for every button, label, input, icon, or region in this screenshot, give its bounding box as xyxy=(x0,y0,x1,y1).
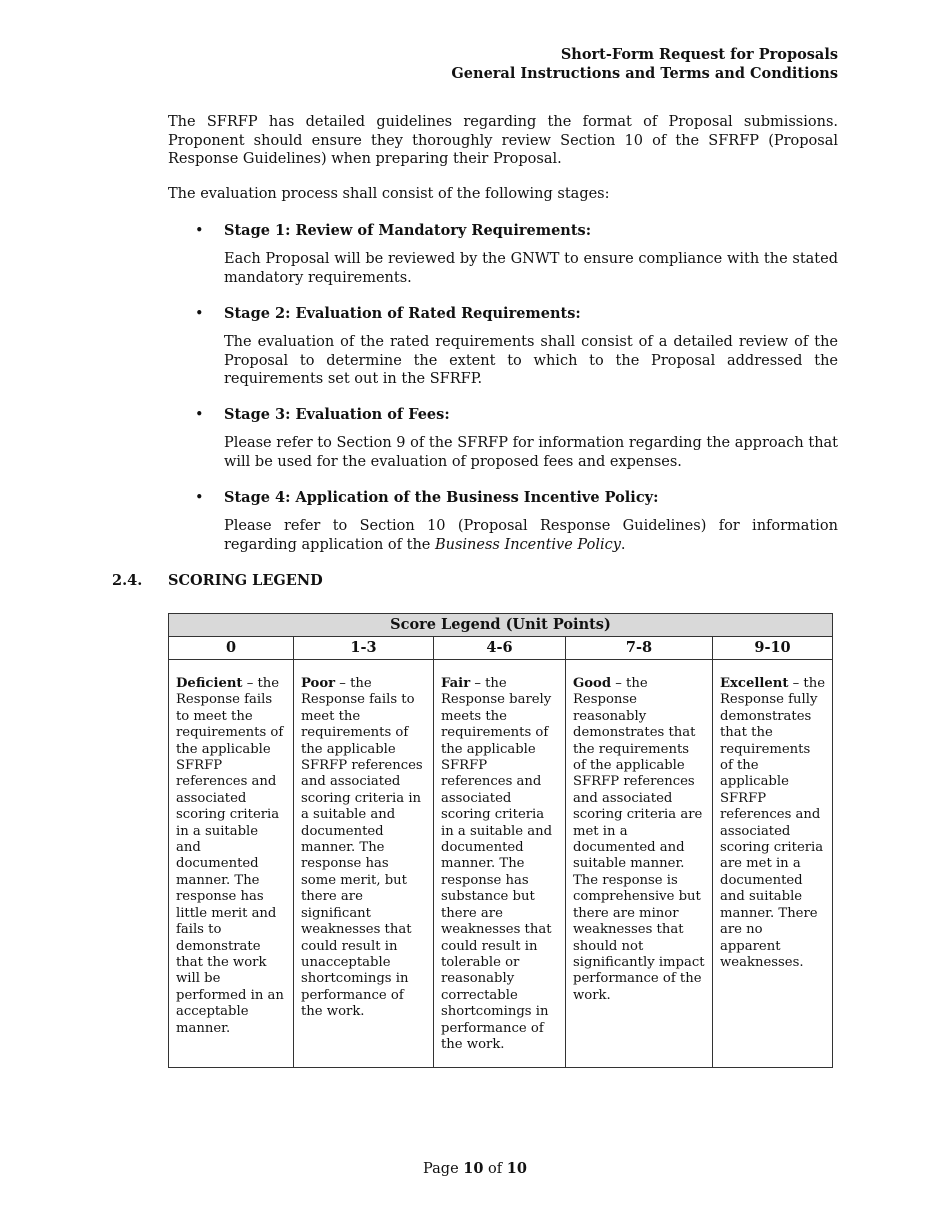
stage-4-title: Stage 4: Application of the Business Incentive Policy: xyxy=(224,489,659,506)
bullet-icon: • xyxy=(195,407,204,423)
table-header-row xyxy=(169,637,833,660)
table-row xyxy=(169,660,833,1068)
stage-1-description: Each Proposal will be reviewed by the GNWT to ensure compliance with the stated mandatory requirements. xyxy=(224,251,838,286)
table-cell: Good – the Response reasonably demonstrates that the requirements of the applicable SFRFP references and associated scoring criteria are met in a documented and suitable manner. The response is comprehensive but there are minor weaknesses that should not significantly impact performance of the work. xyxy=(566,660,713,1068)
stage-1-title: Stage 1: Review of Mandatory Requirements: xyxy=(224,222,592,239)
table-cell: Fair – the Response barely meets the requirements of the applicable SFRFP references and associated scoring criteria in a suitable and documented manner. The response has substance but there are weaknesses that could result in tolerable or reasonably correctable shortcomings in performance of the work. xyxy=(434,660,566,1068)
bullet-icon: • xyxy=(195,223,204,239)
bullet-icon: • xyxy=(195,306,204,322)
header-subtitle: General Instructions and Terms and Conditions xyxy=(451,65,838,82)
table-cell: Deficient – the Response fails to meet the requirements of the applicable SFRFP references and associated scoring criteria in a suitable and documented manner. The response has little merit and fails to demonstrate that the work will be performed in an acceptable manner. xyxy=(169,660,294,1068)
table-title: Score Legend (Unit Points) xyxy=(169,614,833,637)
column-header: 0 xyxy=(169,637,294,660)
stage-4-description: Please refer to Section 10 (Proposal Response Guidelines) for information regarding application of the Business Incentive Policy. xyxy=(224,518,838,553)
stage-2-description: The evaluation of the rated requirements shall consist of a detailed review of the Proposal to determine the extent to which to the Proposal addressed the requirements set out in the SFRFP. xyxy=(224,334,838,387)
section-title: SCORING LEGEND xyxy=(168,572,323,589)
column-header: 9-10 xyxy=(713,637,833,660)
stages-intro: The evaluation process shall consist of the following stages: xyxy=(168,186,610,202)
stage-3-description: Please refer to Section 9 of the SFRFP for information regarding the approach that will be used for the evaluation of proposed fees and expenses. xyxy=(224,435,838,470)
column-header: 7-8 xyxy=(566,637,713,660)
section-number: 2.4. xyxy=(112,572,143,589)
policy-name: Business Incentive Policy xyxy=(434,536,621,553)
column-header: 1-3 xyxy=(294,637,434,660)
document-header xyxy=(451,45,838,83)
column-header: 4-6 xyxy=(434,637,566,660)
table-cell: Poor – the Response fails to meet the requirements of the applicable SFRFP references and associated scoring criteria in a suitable and documented manner. The response has some merit, but there are significant weaknesses that could result in unacceptable shortcomings in performance of the work. xyxy=(294,660,434,1068)
page-number: Page 10 of 10 xyxy=(423,1160,527,1177)
intro-paragraph: The SFRFP has detailed guidelines regarding the format of Proposal submissions. Proponent should ensure they thoroughly review Section 10 of the SFRFP (Proposal Response Guidelines) when preparing their Proposal. xyxy=(168,114,838,167)
table-cell: Excellent – the Response fully demonstrates that the requirements of the applicable SFRFP references and associated scoring criteria are met in a documented and suitable manner. There are no apparent weaknesses. xyxy=(713,660,833,1068)
header-title: Short-Form Request for Proposals xyxy=(560,46,838,63)
bullet-icon: • xyxy=(195,490,204,506)
stage-2-title: Stage 2: Evaluation of Rated Requirements: xyxy=(224,305,581,322)
stage-3-title: Stage 3: Evaluation of Fees: xyxy=(224,406,450,423)
score-legend-table xyxy=(168,613,833,1068)
